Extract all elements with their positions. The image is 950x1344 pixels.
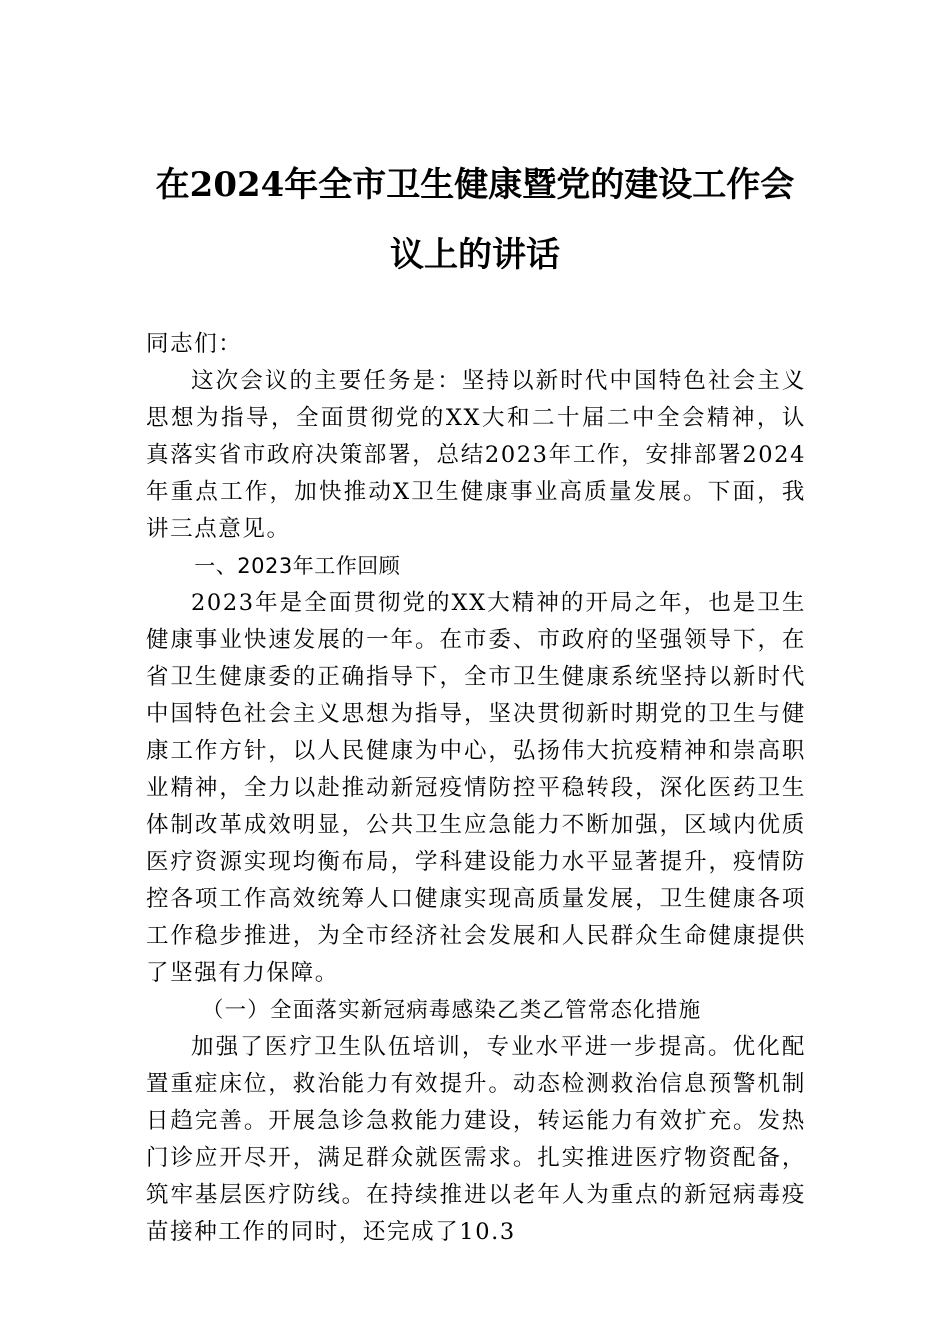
subsection-1-paragraph: 加强了医疗卫生队伍培训，专业水平进一步提高。优化配置重症床位，救治能力有效提升。动态检测救治信息预警机制日趋完善。开展急诊急救能力建设，转运能力有效扩充。发热门诊应开尽开，满足群众就医需求。扎实推进医疗物资配备，筑牢基层医疗防线。在持续推进以老年人为重点的新冠病毒疫苗接种工作的同时，还完成了10.3 xyxy=(146,1034,806,1245)
subsection-heading-1: （一）全面落实新冠病毒感染乙类乙管常态化措施 xyxy=(201,998,702,1023)
document-body xyxy=(146,326,806,1251)
document-title-line-2: 议上的讲话 xyxy=(390,235,560,275)
salutation: 同志们： xyxy=(146,331,243,357)
intro-paragraph: 这次会议的主要任务是：坚持以新时代中国特色社会主义思想为指导，全面贯彻党的XX大和二十届二中全会精神，认真落实省市政府决策部署，总结2023年工作，安排部署2024年重点工作，加快推动X卫生健康事业高质量发展。下面，我讲三点意见。 xyxy=(146,368,806,542)
section-1-paragraph: 2023年是全面贯彻党的XX大精神的开局之年，也是卫生健康事业快速发展的一年。在市委、市政府的坚强领导下，在省卫生健康委的正确指导下，全市卫生健康系统坚持以新时代中国特色社会主义思想为指导，坚决贯彻新时期党的卫生与健康工作方针，以人民健康为中心，弘扬伟大抗疫精神和崇高职业精神，全力以赴推动新冠疫情防控平稳转段，深化医药卫生体制改革成效明显，公共卫生应急能力不断加强，区域内优质医疗资源实现均衡布局，学科建设能力水平显著提升，疫情防控各项工作高效统筹人口健康实现高质量发展，卫生健康各项工作稳步推进，为全市经济社会发展和人民群众生命健康提供了坚强有力保障。 xyxy=(146,590,806,986)
document-title-line-1: 在2024年全市卫生健康暨党的建设工作会 xyxy=(155,165,795,205)
section-heading-1: 一、2023年工作回顾 xyxy=(194,554,401,578)
